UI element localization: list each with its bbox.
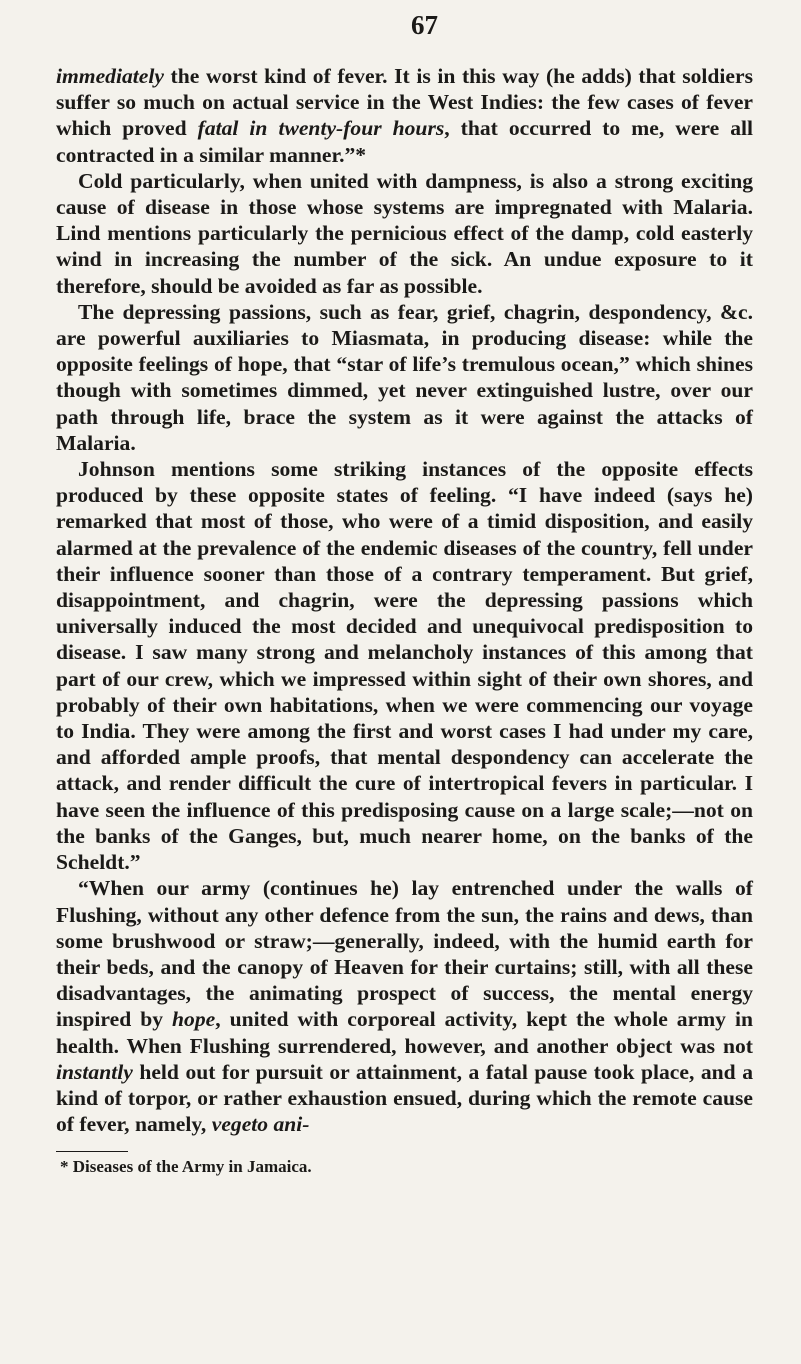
body-text bbox=[56, 63, 753, 1137]
text-run: the worst kind of fever. It is in this way (he adds) that soldiers suffer so much on actual service in the West Indies: the few cases of fever which proved bbox=[56, 64, 753, 141]
italic-text: vegeto ani- bbox=[211, 1112, 310, 1137]
text-run: Cold particularly, when united with dampness, is also a strong exciting cause of disease in those whose systems are impregnated with Malaria. Lind mentions particularly the pernicious effect of the damp, cold easterly wind in increasing the number of the sick. An undue exposure to it therefore, should be avoided as far as possible. bbox=[56, 168, 753, 298]
text-run: “When our army (continues he) lay entrenched under the walls of Flushing, without any other defence from the sun, the rains and dews, than some brushwood or straw;—generally, indeed, with the humid earth for their beds, and the canopy of Heaven for their curtains; still, with all these disadvantages, the animating prospect of success, the mental energy inspired by bbox=[56, 876, 753, 1032]
text-run: Johnson mentions some striking instances of the opposite effects produced by these opposite states of feeling. “I have indeed (says he) remarked that most of those, who were of a timid disposition, and easily alarmed at the prevalence of the endemic diseases of the country, fell under their influence sooner than those of a contrary temperament. But grief, disappointment, and chagrin, were the depressing passions which universally induced the most decided and unequivocal predisposition to disease. I saw many strong and melancholy instances of this among that part of our crew, which we impressed within sight of their own shores, and probably of their own habitations, when we were commencing our voyage to India. They were among the first and worst cases I had under my care, and afforded ample proofs, that mental despondency can accelerate the attack, and render difficult the cure of intertropical fevers in particular. I have seen the influence of this predisposing cause on a large scale;—not on the banks of the Ganges, but, much nearer home, on the banks of the Scheldt.” bbox=[56, 457, 753, 875]
footnote: * Diseases of the Army in Jamaica. bbox=[60, 1157, 312, 1177]
text-run: held out for pursuit or attainment, a fatal pause took place, and a kind of torpor, or rather exhaustion ensued, during which the remote cause of fever, namely, bbox=[56, 1059, 753, 1137]
paragraph bbox=[56, 168, 753, 299]
paragraph bbox=[56, 299, 753, 456]
paragraph bbox=[56, 875, 753, 1137]
footnote-divider bbox=[56, 1151, 128, 1152]
paragraph bbox=[56, 456, 753, 875]
italic-text: immediately bbox=[56, 64, 164, 88]
italic-text: hope bbox=[172, 1007, 216, 1032]
text-run: The depressing passions, such as fear, grief, chagrin, despondency, &c. are powerful auxiliaries to Miasmata, in producing disease: while the opposite feelings of hope, that “star of life’s tremulous ocean,” which shines though with sometimes dimmed, yet never extinguished lustre, over our path through life, brace the system as it were against the attacks of Malaria. bbox=[56, 299, 753, 455]
italic-text: fatal in twenty-four hours bbox=[197, 116, 445, 141]
text-run: , united with corporeal activity, kept the whole army in health. When Flushing surrendered, however, and another object was not bbox=[56, 1007, 753, 1058]
text-run: , that occurred to me, were all contracted in a similar manner.”* bbox=[56, 116, 753, 167]
italic-text: instantly bbox=[56, 1059, 133, 1084]
page-number: 67 bbox=[411, 10, 438, 40]
paragraph bbox=[56, 63, 753, 168]
